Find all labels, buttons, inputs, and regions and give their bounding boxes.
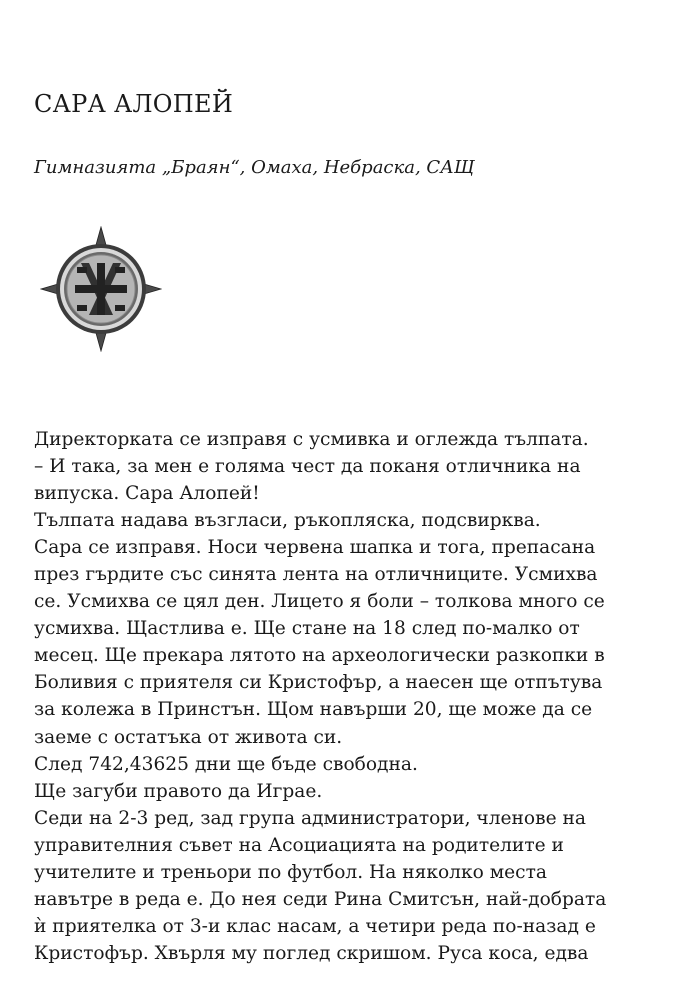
chapter-title: САРА АЛОПЕЙ — [34, 90, 234, 118]
body-line: усмихва. Щастлива е. Ще стане на 18 след по-малко от — [34, 618, 580, 640]
body-line: випуска. Сара Алопей! — [34, 483, 260, 505]
body-line: през гърдите със синята лента на отличниците. Усмихва — [34, 564, 598, 586]
body-line: След 742,43625 дни ще бъде свободна. — [34, 753, 418, 775]
body-line: за колежа в Принстън. Щом навърши 20, ще може да се — [34, 699, 593, 721]
compass-clan-emblem-icon — [40, 226, 162, 352]
body-line: управителния съвет на Асоциацията на родителите и — [34, 834, 564, 856]
body-line: ѝ приятелка от 3-и клас насам, а четири реда по-назад е — [34, 915, 596, 937]
body-line: Тълпата надава възгласи, ръкопляска, подсвирква. — [34, 510, 541, 532]
compass-point-north — [96, 227, 106, 245]
body-line: месец. Ще прекара лятото на археологически разкопки в — [34, 645, 605, 667]
compass-point-east — [144, 284, 161, 294]
body-line: Ще загуби правото да Играе. — [34, 780, 323, 802]
body-line: се. Усмихва се цял ден. Лицето я боли – толкова много се — [34, 591, 605, 613]
body-line: Кристофър. Хвърля му поглед скришом. Руса коса, едва — [34, 942, 589, 964]
body-line: – И така, за мен е голяма чест да поканя отличника на — [34, 456, 581, 478]
emblem-glyph — [75, 263, 127, 315]
body-line: Директорката се изправя с усмивка и оглежда тълпата. — [34, 429, 589, 450]
body-line: Сара се изправя. Носи червена шапка и тога, препасана — [34, 537, 596, 559]
body-line: Боливия с приятеля си Кристофър, а наесен ще отпътува — [34, 672, 603, 694]
body-text — [34, 426, 694, 967]
chapter-subtitle: Гимназията „Браян“, Омаха, Небраска, САЩ — [34, 157, 475, 178]
body-line: заеме с остатъка от живота си. — [34, 726, 343, 748]
compass-point-south — [96, 333, 106, 351]
body-line: Седи на 2-3 ред, зад група администратори, членове на — [34, 807, 586, 829]
compass-point-west — [41, 284, 58, 294]
body-line: навътре в реда е. До нея седи Рина Смитсън, най-добрата — [34, 888, 607, 910]
body-line: учителите и треньори по футбол. На няколко места — [34, 861, 547, 883]
